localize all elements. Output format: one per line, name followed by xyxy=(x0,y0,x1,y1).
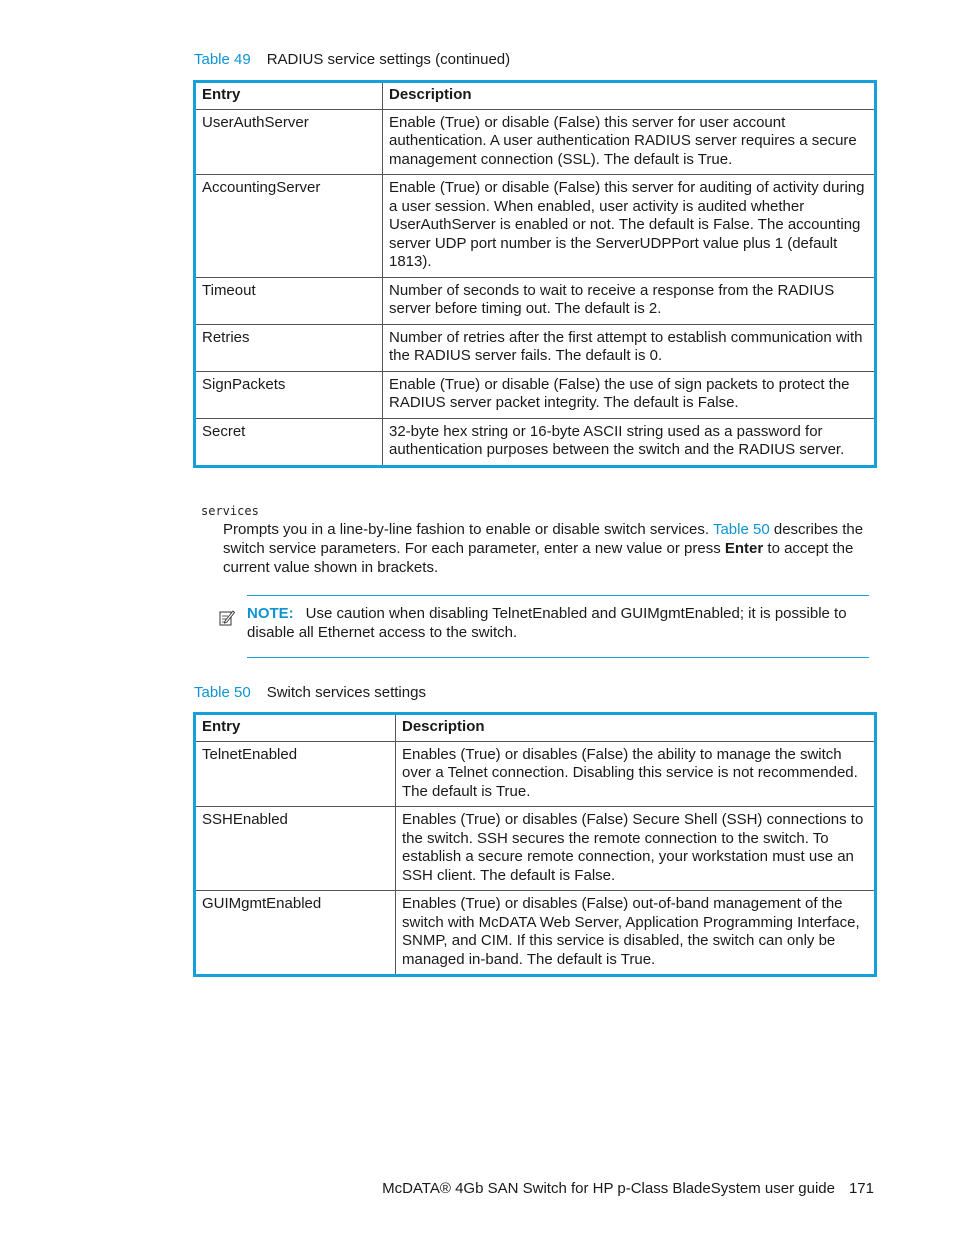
table-50-link[interactable]: Table 50 xyxy=(712,521,770,538)
column-header-description: Description xyxy=(383,82,876,110)
table-row xyxy=(195,741,876,807)
entry-cell: SignPackets xyxy=(195,371,383,418)
table-50-caption xyxy=(194,684,426,702)
note-text xyxy=(247,604,862,642)
table-header-row xyxy=(195,714,876,742)
entry-cell: Retries xyxy=(195,324,383,371)
table-50-title: Switch services settings xyxy=(266,684,426,701)
table-row xyxy=(195,277,876,324)
column-header-entry: Entry xyxy=(195,714,396,742)
column-header-description: Description xyxy=(396,714,876,742)
entry-cell: Secret xyxy=(195,418,383,466)
table-row xyxy=(195,109,876,175)
enter-key-label: Enter xyxy=(724,540,764,557)
column-header-entry: Entry xyxy=(195,82,383,110)
entry-cell: Timeout xyxy=(195,277,383,324)
description-cell: Enables (True) or disables (False) the ability to manage the switch over a Telnet connection. Disabling this service is not recommended. The default is True. xyxy=(396,741,876,807)
services-description xyxy=(223,520,873,577)
table-row xyxy=(195,418,876,466)
note-body: Use caution when disabling TelnetEnabled and GUIMgmtEnabled; it is possible to disable all Ethernet access to the switch. xyxy=(247,605,847,641)
services-text-1: Prompts you in a line-by-line fashion to enable or disable switch services. xyxy=(223,521,713,538)
description-cell: Enable (True) or disable (False) this server for auditing of activity during a user session. When enabled, user activity is audited whether UserAuthServer is enabled or not. The default is False. The accounting server UDP port number is the ServerUDPPort value plus 1 (default 1813). xyxy=(383,175,876,278)
description-cell: Enable (True) or disable (False) this server for user account authentication. A user authentication RADIUS server requires a secure management connection (SSL). The default is True. xyxy=(383,109,876,175)
entry-cell: TelnetEnabled xyxy=(195,741,396,807)
note-pencil-icon xyxy=(219,609,235,627)
entry-cell: AccountingServer xyxy=(195,175,383,278)
table-49-caption xyxy=(194,51,510,69)
entry-cell: UserAuthServer xyxy=(195,109,383,175)
page-number: 171 xyxy=(848,1180,874,1197)
table-row xyxy=(195,324,876,371)
note-bottom-rule xyxy=(247,657,869,658)
description-cell: Number of seconds to wait to receive a response from the RADIUS server before timing out. The default is 2. xyxy=(383,277,876,324)
services-text-2: describes the switch service parameters. For each parameter, enter a new value or press xyxy=(223,521,864,557)
services-command: services xyxy=(201,504,259,518)
footer-title: McDATA® 4Gb SAN Switch for HP p-Class BladeSystem user guide xyxy=(382,1180,835,1197)
entry-cell: SSHEnabled xyxy=(195,807,396,891)
description-cell: 32-byte hex string or 16-byte ASCII string used as a password for authentication purposes between the switch and the RADIUS server. xyxy=(383,418,876,466)
table-49-number: Table 49 xyxy=(194,51,251,68)
table-row xyxy=(195,371,876,418)
table-50-number: Table 50 xyxy=(194,684,251,701)
switch-services-table xyxy=(193,712,877,977)
description-cell: Enables (True) or disables (False) Secure Shell (SSH) connections to the switch. SSH secures the remote connection to the switch. To establish a secure remote connection, your workstation must use an SSH client. The default is False. xyxy=(396,807,876,891)
description-cell: Number of retries after the first attempt to establish communication with the RADIUS server fails. The default is 0. xyxy=(383,324,876,371)
table-49-title: RADIUS service settings (continued) xyxy=(266,51,511,68)
note-top-rule xyxy=(247,595,869,596)
table-header-row xyxy=(195,82,876,110)
table-row xyxy=(195,807,876,891)
entry-cell: GUIMgmtEnabled xyxy=(195,891,396,976)
table-row xyxy=(195,175,876,278)
services-text-3: to accept the current value shown in brackets. xyxy=(223,540,854,576)
table-row xyxy=(195,891,876,976)
note-label: NOTE: xyxy=(247,605,294,622)
page-footer xyxy=(382,1180,874,1198)
radius-settings-table xyxy=(193,80,877,468)
description-cell: Enables (True) or disables (False) out-of-band management of the switch with McDATA Web Server, Application Programming Interface, SNMP, and CIM. If this service is disabled, the switch can only be managed in-band. The default is True. xyxy=(396,891,876,976)
description-cell: Enable (True) or disable (False) the use of sign packets to protect the RADIUS server packet integrity. The default is False. xyxy=(383,371,876,418)
